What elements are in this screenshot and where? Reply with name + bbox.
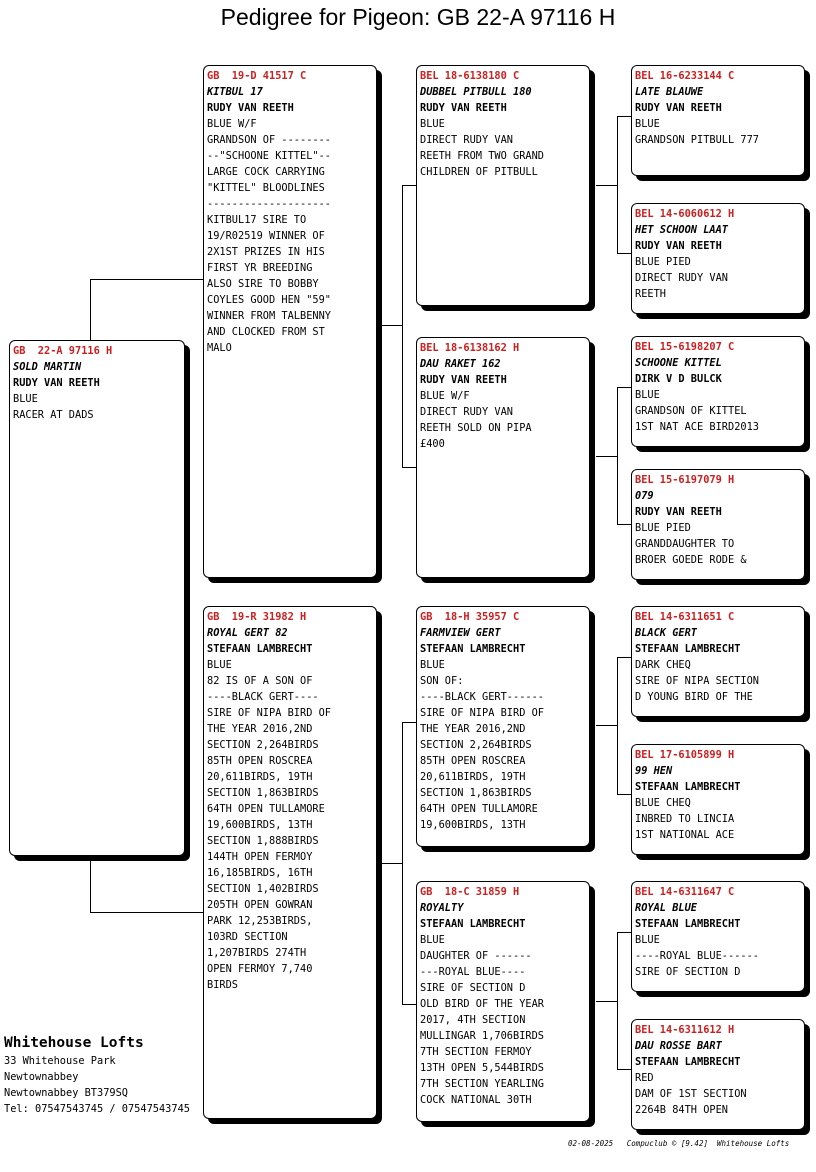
bird-note: D YOUNG BIRD OF THE xyxy=(635,691,753,703)
bird-note: 13TH OPEN 5,544BIRDS xyxy=(420,1062,544,1074)
bird-note: DARK CHEQ xyxy=(635,659,691,671)
bird-note: 144TH OPEN FERMOY xyxy=(207,851,313,863)
bird-name: 079 xyxy=(635,490,654,502)
connector xyxy=(596,185,618,186)
bird-name: 99 HEN xyxy=(635,765,673,777)
ring-number: BEL 14-6311647 C xyxy=(635,886,735,898)
bird-note: ALSO SIRE TO BOBBY xyxy=(207,278,319,290)
bird-name: DAU RAKET 162 xyxy=(420,358,501,370)
breeder-name: STEFAAN LAMBRECHT xyxy=(635,643,741,655)
bird-name: KITBUL 17 xyxy=(207,86,263,98)
pedigree-box-gg5 xyxy=(631,606,805,717)
bird-note: SIRE OF NIPA SECTION xyxy=(635,675,759,687)
ring-number: GB 18-C 31859 H xyxy=(420,886,520,898)
bird-note: SIRE OF SECTION D xyxy=(420,982,526,994)
breeder-name: DIRK V D BULCK xyxy=(635,373,722,385)
ring-number: GB 19-R 31982 H xyxy=(207,611,307,623)
connector xyxy=(617,524,632,525)
bird-note: BLUE W/F xyxy=(420,390,470,402)
breeder-name: STEFAAN LAMBRECHT xyxy=(635,918,741,930)
bird-note: 19,600BIRDS, 13TH xyxy=(207,819,313,831)
pedigree-box-gg7 xyxy=(631,881,805,992)
connector xyxy=(617,932,618,1070)
bird-name: ROYAL BLUE xyxy=(635,902,697,914)
bird-note: 2264B 84TH OPEN xyxy=(635,1104,728,1116)
bird-note: BLUE xyxy=(420,118,445,130)
bird-note: GRANDSON PITBULL 777 xyxy=(635,134,759,146)
bird-note: 2X1ST PRIZES IN HIS xyxy=(207,246,325,258)
connector xyxy=(402,1004,417,1005)
bird-note: 20,611BIRDS, 19TH xyxy=(420,771,526,783)
bird-note: SIRE OF NIPA BIRD OF xyxy=(420,707,544,719)
connector xyxy=(402,467,417,468)
bird-note: 85TH OPEN ROSCREA xyxy=(207,755,313,767)
ring-number: GB 18-H 35957 C xyxy=(420,611,520,623)
bird-note: DAM OF 1ST SECTION xyxy=(635,1088,747,1100)
pedigree-box-dam-sire xyxy=(416,606,590,847)
bird-note: COCK NATIONAL 30TH xyxy=(420,1094,532,1106)
bird-name: DAU ROSSE BART xyxy=(635,1040,722,1052)
bird-note: --"SCHOONE KITTEL"-- xyxy=(207,150,331,162)
bird-note: BLUE xyxy=(207,659,232,671)
pedigree-box-dam-dam xyxy=(416,881,590,1122)
pedigree-box-gg4 xyxy=(631,469,805,580)
connector xyxy=(402,722,417,723)
bird-note: 1,207BIRDS 274TH xyxy=(207,947,307,959)
bird-note: 2017, 4TH SECTION xyxy=(420,1014,526,1026)
bird-note: 85TH OPEN ROSCREA xyxy=(420,755,526,767)
bird-note: MULLINGAR 1,706BIRDS xyxy=(420,1030,544,1042)
ring-number: GB 22-A 97116 H xyxy=(13,345,113,357)
connector xyxy=(617,794,632,795)
bird-note: FIRST YR BREEDING xyxy=(207,262,313,274)
bird-note: PARK 12,253BIRDS, xyxy=(207,915,313,927)
connector xyxy=(402,722,403,1005)
pedigree-box-gg8 xyxy=(631,1019,805,1130)
bird-note: 103RD SECTION xyxy=(207,931,288,943)
bird-note: BLUE PIED xyxy=(635,256,691,268)
bird-note: BLUE W/F xyxy=(207,118,257,130)
address-line: 33 Whitehouse Park xyxy=(4,1055,116,1067)
page-title: Pedigree for Pigeon: GB 22-A 97116 H xyxy=(220,4,616,30)
bird-note: BLUE xyxy=(420,934,445,946)
bird-note: SECTION 2,264BIRDS xyxy=(207,739,319,751)
bird-note: ----ROYAL BLUE------ xyxy=(635,950,759,962)
bird-note: REETH xyxy=(635,288,666,300)
bird-note: THE YEAR 2016,2ND xyxy=(207,723,313,735)
connector xyxy=(617,387,632,388)
bird-note: WINNER FROM TALBENNY xyxy=(207,310,331,322)
bird-note: MALO xyxy=(207,342,232,354)
bird-note: GRANDSON OF KITTEL xyxy=(635,405,747,417)
bird-note: REETH FROM TWO GRAND xyxy=(420,150,544,162)
ring-number: BEL 18-6138162 H xyxy=(420,342,520,354)
bird-note: BLUE xyxy=(635,934,660,946)
breeder-name: STEFAAN LAMBRECHT xyxy=(207,643,313,655)
telephone: Tel: 07547543745 / 07547543745 xyxy=(4,1103,190,1115)
bird-note: SECTION 1,863BIRDS xyxy=(207,787,319,799)
bird-name: SOLD MARTIN xyxy=(13,361,82,373)
bird-note: 64TH OPEN TULLAMORE xyxy=(420,803,538,815)
bird-note: AND CLOCKED FROM ST xyxy=(207,326,325,338)
breeder-name: STEFAAN LAMBRECHT xyxy=(420,918,526,930)
bird-note: BROER GOEDE RODE & xyxy=(635,554,747,566)
bird-note: SECTION 1,888BIRDS xyxy=(207,835,319,847)
bird-note: THE YEAR 2016,2ND xyxy=(420,723,526,735)
connector xyxy=(617,116,618,254)
bird-note: GRANDSON OF -------- xyxy=(207,134,331,146)
bird-note: SIRE OF NIPA BIRD OF xyxy=(207,707,331,719)
bird-note: BLUE PIED xyxy=(635,522,691,534)
bird-note: RACER AT DADS xyxy=(13,409,94,421)
connector xyxy=(617,657,632,658)
breeder-name: RUDY VAN REETH xyxy=(420,374,507,386)
bird-note: DIRECT RUDY VAN xyxy=(635,272,728,284)
bird-note: 19,600BIRDS, 13TH xyxy=(420,819,526,831)
pedigree-box-gg3 xyxy=(631,336,805,447)
bird-name: LATE BLAUWE xyxy=(635,86,704,98)
bird-name: SCHOONE KITTEL xyxy=(635,357,722,369)
connector xyxy=(617,657,618,795)
connector xyxy=(381,325,403,326)
bird-note: 16,185BIRDS, 16TH xyxy=(207,867,313,879)
pedigree-box-dam xyxy=(203,606,377,1119)
ring-number: BEL 17-6105899 H xyxy=(635,749,735,761)
bird-note: LARGE COCK CARRYING xyxy=(207,166,325,178)
pedigree-box-sire xyxy=(203,65,377,578)
bird-name: BLACK GERT xyxy=(635,627,697,639)
bird-note: BIRDS xyxy=(207,979,238,991)
bird-note: -------------------- xyxy=(207,198,331,210)
bird-note: 19/R02519 WINNER OF xyxy=(207,230,325,242)
bird-name: ROYALTY xyxy=(420,902,464,914)
breeder-name: RUDY VAN REETH xyxy=(420,102,507,114)
pedigree-box-sire-sire xyxy=(416,65,590,306)
pedigree-box-gg6 xyxy=(631,744,805,855)
breeder-name: RUDY VAN REETH xyxy=(635,506,722,518)
bird-note: 205TH OPEN GOWRAN xyxy=(207,899,313,911)
bird-note: BLUE xyxy=(420,659,445,671)
bird-note: BLUE xyxy=(635,389,660,401)
connector xyxy=(596,456,618,457)
bird-note: 7TH SECTION FERMOY xyxy=(420,1046,532,1058)
bird-note: 1ST NATIONAL ACE xyxy=(635,829,735,841)
bird-note: SON OF: xyxy=(420,675,464,687)
breeder-name: RUDY VAN REETH xyxy=(635,240,722,252)
breeder-name: STEFAAN LAMBRECHT xyxy=(420,643,526,655)
bird-note: BLUE xyxy=(13,393,38,405)
connector xyxy=(90,856,91,912)
ring-number: BEL 15-6198207 C xyxy=(635,341,735,353)
ring-number: BEL 16-6233144 C xyxy=(635,70,735,82)
ring-number: BEL 15-6197079 H xyxy=(635,474,735,486)
pedigree-box-gg2 xyxy=(631,203,805,314)
connector xyxy=(90,279,204,280)
connector xyxy=(596,725,618,726)
pedigree-box-gg1 xyxy=(631,65,805,176)
bird-note: OPEN FERMOY 7,740 xyxy=(207,963,313,975)
print-stamp: 02-08-2025 Compuclub © [9.42] Whitehouse Lofts xyxy=(568,1139,790,1148)
bird-note: ----BLACK GERT------ xyxy=(420,691,544,703)
bird-note: SECTION 1,402BIRDS xyxy=(207,883,319,895)
connector xyxy=(617,387,618,525)
bird-note: 1ST NAT ACE BIRD2013 xyxy=(635,421,759,433)
connector xyxy=(402,185,417,186)
ring-number: BEL 14-6311612 H xyxy=(635,1024,735,1036)
bird-note: ----BLACK GERT---- xyxy=(207,691,319,703)
loft-name: Whitehouse Lofts xyxy=(4,1035,144,1051)
bird-note: 64TH OPEN TULLAMORE xyxy=(207,803,325,815)
bird-note: GRANDDAUGHTER TO xyxy=(635,538,735,550)
address-line: Newtownabbey BT379SQ xyxy=(4,1087,128,1099)
connector xyxy=(617,116,632,117)
bird-name: DUBBEL PITBULL 180 xyxy=(420,86,532,98)
bird-note: SECTION 2,264BIRDS xyxy=(420,739,532,751)
bird-note: RED xyxy=(635,1072,654,1084)
breeder-name: RUDY VAN REETH xyxy=(207,102,294,114)
breeder-name: STEFAAN LAMBRECHT xyxy=(635,781,741,793)
pedigree-box-subject xyxy=(9,340,185,856)
bird-note: SIRE OF SECTION D xyxy=(635,966,741,978)
ring-number: BEL 18-6138180 C xyxy=(420,70,520,82)
bird-note: £400 xyxy=(420,438,445,450)
ring-number: BEL 14-6311651 C xyxy=(635,611,735,623)
bird-note: 7TH SECTION YEARLING xyxy=(420,1078,544,1090)
address-line: Newtownabbey xyxy=(4,1071,79,1083)
bird-note: COYLES GOOD HEN "59" xyxy=(207,294,331,306)
ring-number: BEL 14-6060612 H xyxy=(635,208,735,220)
ring-number: GB 19-D 41517 C xyxy=(207,70,307,82)
bird-name: HET SCHOON LAAT xyxy=(635,224,728,236)
bird-name: ROYAL GERT 82 xyxy=(207,627,288,639)
bird-note: 20,611BIRDS, 19TH xyxy=(207,771,313,783)
bird-note: DIRECT RUDY VAN xyxy=(420,134,513,146)
connector xyxy=(596,1001,618,1002)
connector xyxy=(381,863,403,864)
breeder-name: RUDY VAN REETH xyxy=(13,377,100,389)
bird-note: KITBUL17 SIRE TO xyxy=(207,214,307,226)
bird-note: REETH SOLD ON PIPA xyxy=(420,422,532,434)
bird-note: BLUE xyxy=(635,118,660,130)
connector xyxy=(90,912,204,913)
connector xyxy=(617,932,632,933)
bird-note: DIRECT RUDY VAN xyxy=(420,406,513,418)
bird-name: FARMVIEW GERT xyxy=(420,627,501,639)
bird-note: ---ROYAL BLUE---- xyxy=(420,966,526,978)
breeder-name: RUDY VAN REETH xyxy=(635,102,722,114)
bird-note: "KITTEL" BLOODLINES xyxy=(207,182,325,194)
connector xyxy=(617,253,632,254)
bird-note: DAUGHTER OF ------ xyxy=(420,950,532,962)
connector xyxy=(402,185,403,468)
bird-note: BLUE CHEQ xyxy=(635,797,691,809)
connector xyxy=(90,279,91,340)
pedigree-box-sire-dam xyxy=(416,337,590,578)
bird-note: 82 IS OF A SON OF xyxy=(207,675,313,687)
breeder-name: STEFAAN LAMBRECHT xyxy=(635,1056,741,1068)
bird-note: CHILDREN OF PITBULL xyxy=(420,166,538,178)
bird-note: INBRED TO LINCIA xyxy=(635,813,735,825)
connector xyxy=(617,1069,632,1070)
bird-note: SECTION 1,863BIRDS xyxy=(420,787,532,799)
bird-note: OLD BIRD OF THE YEAR xyxy=(420,998,544,1010)
loft-info xyxy=(4,1033,190,1117)
